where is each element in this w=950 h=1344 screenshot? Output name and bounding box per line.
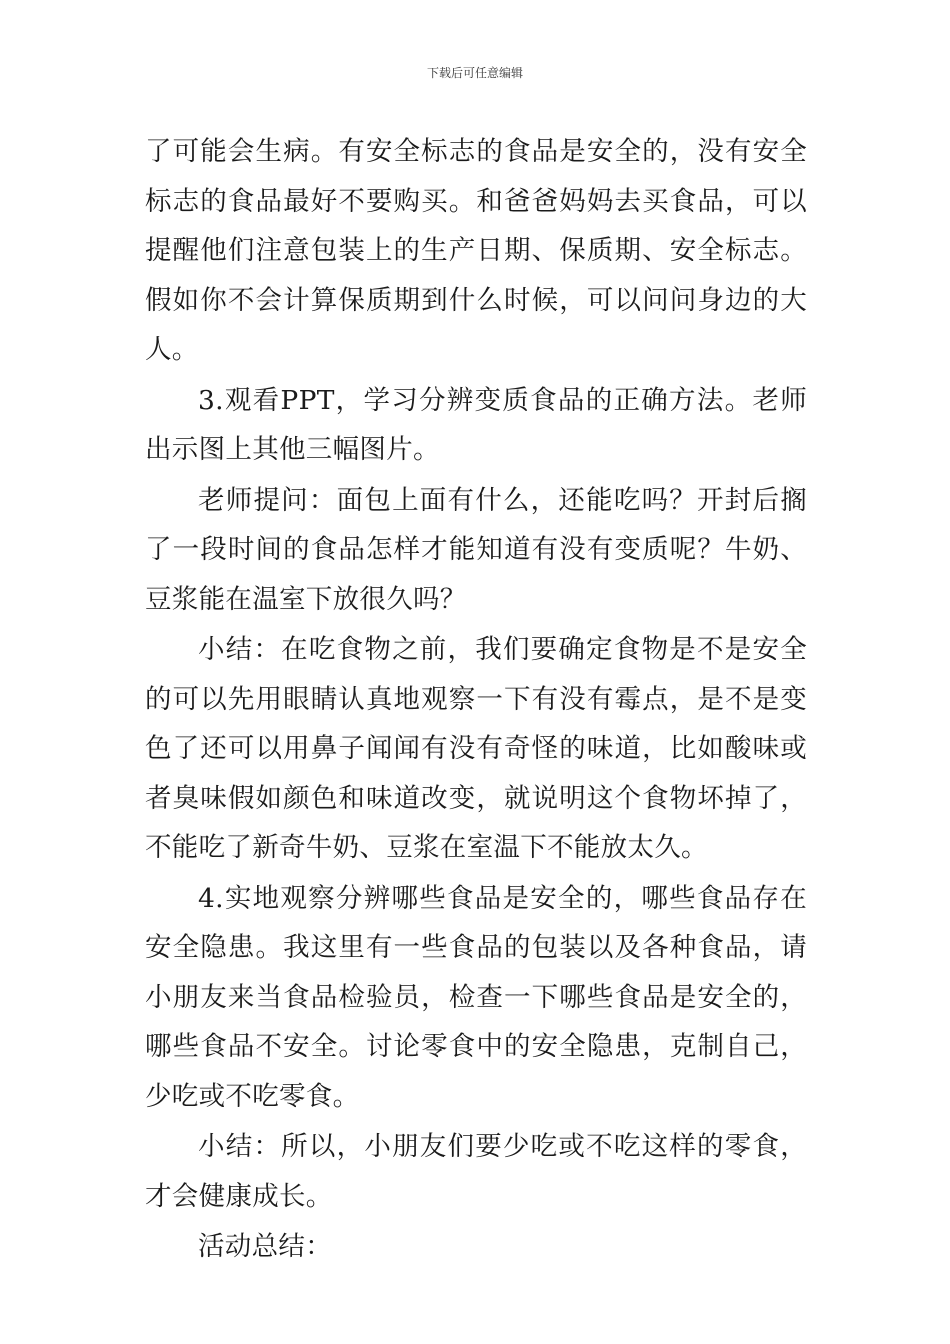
page-header: 下载后可任意编辑 [426, 66, 523, 80]
paragraph-step-3: 3.观看PPT，学习分辨变质食品的正确方法。老师出示图上其他三幅图片。 [145, 384, 807, 465]
paragraph-continuation: 了可能会生病。有安全标志的食品是安全的，没有安全标志的食品最好不要购买。和爸爸妈妈去买食品，可以提醒他们注意包装上的生产日期、保质期、安全标志。假如你不会计算保质期到什么时候，可以问问身边的大人。 [145, 136, 807, 365]
document-body [145, 127, 807, 1273]
paragraph-summary-2: 小结：所以，小朋友们要少吃或不吃这样的零食，才会健康成长。 [145, 1131, 807, 1212]
paragraph-teacher-question: 老师提问：面包上面有什么，还能吃吗？开封后搁了一段时间的食品怎样才能知道有没有变质呢？牛奶、豆浆能在温室下放很久吗？ [145, 484, 807, 615]
paragraph-summary-1: 小结：在吃食物之前，我们要确定食物是不是安全的可以先用眼睛认真地观察一下有没有霉点，是不是变色了还可以用鼻子闻闻有没有奇怪的味道，比如酸味或者臭味假如颜色和味道改变，就说明这个食物坏掉了，不能吃了新奇牛奶、豆浆在室温下不能放太久。 [145, 634, 807, 863]
paragraph-activity-summary: 活动总结： [198, 1231, 332, 1262]
paragraph-step-4: 4.实地观察分辨哪些食品是安全的，哪些食品存在安全隐患。我这里有一些食品的包装以及各种食品，请小朋友来当食品检验员，检查一下哪些食品是安全的，哪些食品不安全。讨论零食中的安全隐患，克制自己，少吃或不吃零食。 [145, 882, 807, 1112]
